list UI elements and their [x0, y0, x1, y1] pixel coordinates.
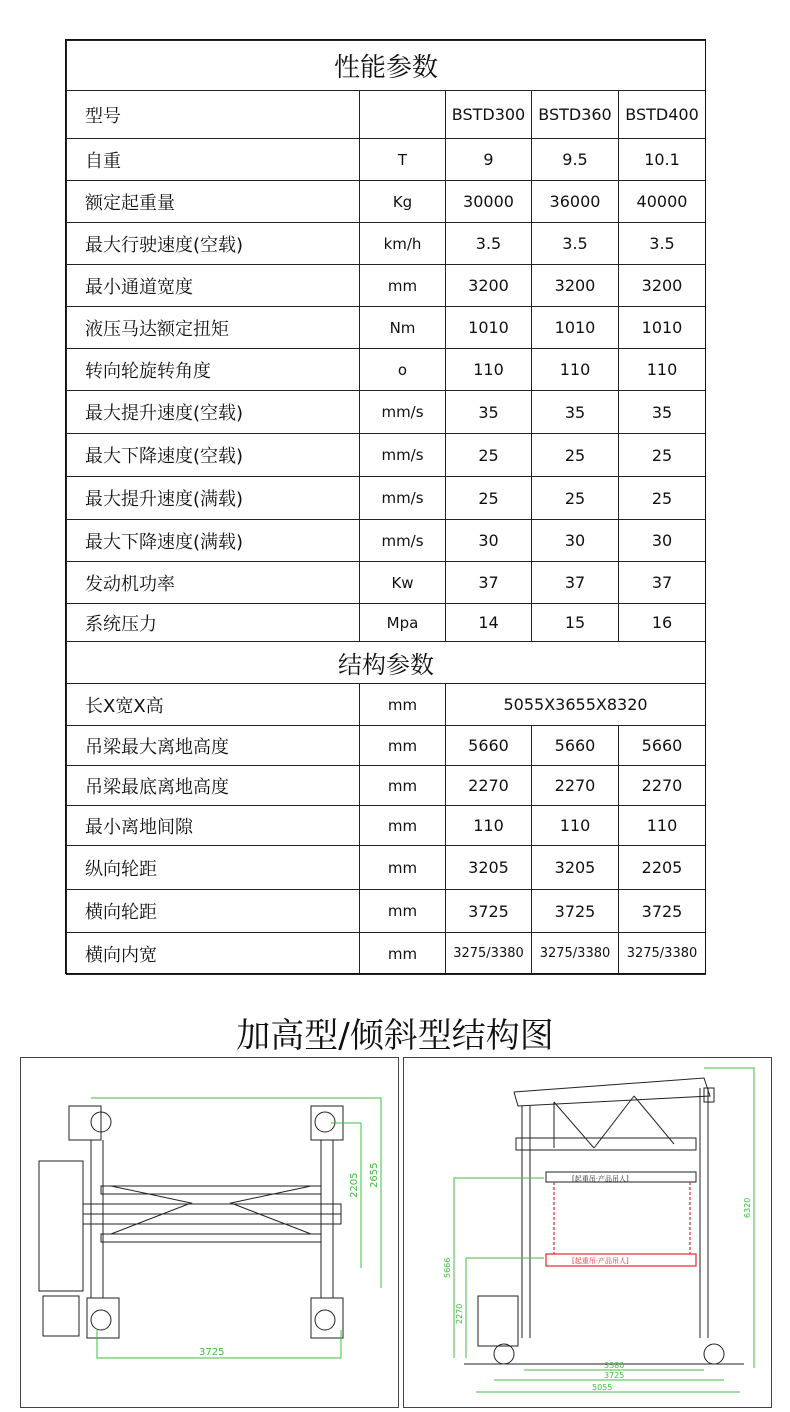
struct-name: 纵向轮距 [67, 846, 360, 890]
param-value: 35 [619, 391, 706, 434]
param-value: 15 [532, 604, 619, 642]
table-row [67, 181, 706, 223]
struct-value: 110 [446, 806, 532, 846]
param-unit: mm/s [360, 434, 446, 477]
table-row [67, 41, 706, 91]
param-name: 最大下降速度(空载) [67, 434, 360, 477]
table-row [67, 933, 706, 975]
struct-unit: mm [360, 766, 446, 806]
struct-unit: mm [360, 806, 446, 846]
param-value: 3.5 [532, 223, 619, 265]
table-row [67, 349, 706, 391]
table-row [67, 223, 706, 265]
gantry-top-beam [514, 1078, 710, 1106]
table-row [67, 806, 706, 846]
param-unit: Mpa [360, 604, 446, 642]
performance-title: 性能参数 [67, 41, 706, 91]
dim-2205: 2205 [349, 1172, 360, 1198]
struct-value: 2270 [532, 766, 619, 806]
param-value: 30000 [446, 181, 532, 223]
struct-value: 5660 [446, 726, 532, 766]
param-name: 转向轮旋转角度 [67, 349, 360, 391]
header-model-0: BSTD300 [446, 91, 532, 139]
struct-value: 3205 [532, 846, 619, 890]
header-unit [360, 91, 446, 139]
struct-value: 5660 [532, 726, 619, 766]
param-name: 系统压力 [67, 604, 360, 642]
param-value: 37 [619, 562, 706, 604]
spec-table-container [66, 40, 705, 973]
struct-unit: mm [360, 933, 446, 975]
param-value: 40000 [619, 181, 706, 223]
table-row [67, 520, 706, 562]
table-row [67, 890, 706, 933]
struct-value: 2205 [619, 846, 706, 890]
table-row [67, 604, 706, 642]
struct-value: 2270 [446, 766, 532, 806]
struct-unit: mm [360, 890, 446, 933]
table-row [67, 477, 706, 520]
param-value: 36000 [532, 181, 619, 223]
param-value: 37 [446, 562, 532, 604]
param-value: 110 [619, 349, 706, 391]
dim-2270: 2270 [455, 1303, 464, 1324]
struct-value: 3275/3380 [619, 933, 706, 975]
table-row [67, 391, 706, 434]
param-unit: Kg [360, 181, 446, 223]
param-value: 3200 [619, 265, 706, 307]
param-name: 额定起重量 [67, 181, 360, 223]
param-value: 25 [619, 434, 706, 477]
param-value: 9.5 [532, 139, 619, 181]
param-value: 25 [446, 434, 532, 477]
param-value: 110 [532, 349, 619, 391]
param-value: 3.5 [619, 223, 706, 265]
param-name: 液压马达额定扭矩 [67, 307, 360, 349]
table-row [67, 642, 706, 684]
param-unit: mm/s [360, 520, 446, 562]
param-value: 35 [532, 391, 619, 434]
side-view-svg [404, 1058, 771, 1407]
struct-value: 3725 [446, 890, 532, 933]
wheel-bottom-left [87, 1298, 119, 1338]
param-value: 3200 [446, 265, 532, 307]
spec-table [66, 40, 706, 975]
dim-3725-side: 3725 [604, 1371, 625, 1380]
struct-unit: mm [360, 846, 446, 890]
param-value: 10.1 [619, 139, 706, 181]
param-value: 1010 [619, 307, 706, 349]
struct-value: 3205 [446, 846, 532, 890]
struct-value: 3275/3380 [532, 933, 619, 975]
beam-label-upper: [起重吊·产品吊人] [572, 1175, 629, 1183]
header-model-2: BSTD400 [619, 91, 706, 139]
structure-title: 结构参数 [67, 642, 706, 684]
param-name: 最大提升速度(满载) [67, 477, 360, 520]
param-value: 25 [446, 477, 532, 520]
param-unit: mm [360, 265, 446, 307]
dim-3725: 3725 [199, 1347, 225, 1358]
table-row [67, 562, 706, 604]
param-unit: T [360, 139, 446, 181]
param-value: 25 [619, 477, 706, 520]
struct-value: 5660 [619, 726, 706, 766]
param-value: 110 [446, 349, 532, 391]
dims-value: 5055X3655X8320 [446, 684, 706, 726]
engine-box [39, 1161, 83, 1291]
dims-unit: mm [360, 684, 446, 726]
param-value: 25 [532, 477, 619, 520]
param-unit: o [360, 349, 446, 391]
param-unit: mm/s [360, 391, 446, 434]
struct-name: 横向轮距 [67, 890, 360, 933]
struct-unit: mm [360, 726, 446, 766]
wheel-bottom-right [311, 1298, 343, 1338]
dim-6320: 6320 [743, 1197, 752, 1218]
param-value: 25 [532, 434, 619, 477]
table-row [67, 846, 706, 890]
struct-value: 3725 [532, 890, 619, 933]
side-view-drawing [403, 1057, 772, 1408]
dims-name: 长X宽X高 [67, 684, 360, 726]
table-row [67, 434, 706, 477]
table-row [67, 684, 706, 726]
table-row [67, 139, 706, 181]
param-name: 自重 [67, 139, 360, 181]
param-unit: Kw [360, 562, 446, 604]
param-value: 1010 [532, 307, 619, 349]
param-value: 14 [446, 604, 532, 642]
param-value: 30 [532, 520, 619, 562]
table-row [67, 307, 706, 349]
param-value: 16 [619, 604, 706, 642]
param-unit: km/h [360, 223, 446, 265]
header-model-1: BSTD360 [532, 91, 619, 139]
param-value: 1010 [446, 307, 532, 349]
table-row [67, 265, 706, 307]
top-view-drawing [20, 1057, 399, 1408]
drawings-title: 加高型/倾斜型结构图 [236, 1016, 554, 1056]
dim-2655: 2655 [369, 1162, 380, 1188]
top-view-svg [21, 1058, 398, 1407]
param-value: 3.5 [446, 223, 532, 265]
dim-5666: 5666 [443, 1257, 452, 1278]
engine-unit [478, 1296, 518, 1346]
param-name: 最大行驶速度(空载) [67, 223, 360, 265]
struct-value: 110 [532, 806, 619, 846]
param-unit: mm/s [360, 477, 446, 520]
param-value: 35 [446, 391, 532, 434]
struct-value: 2270 [619, 766, 706, 806]
struct-value: 110 [619, 806, 706, 846]
param-value: 3200 [532, 265, 619, 307]
header-model-label: 型号 [67, 91, 360, 139]
wheel-top-left [69, 1106, 101, 1140]
param-value: 30 [619, 520, 706, 562]
struct-name: 吊梁最大离地高度 [67, 726, 360, 766]
param-name: 最大下降速度(满载) [67, 520, 360, 562]
table-row [67, 91, 706, 139]
param-value: 30 [446, 520, 532, 562]
dim-5055: 5055 [592, 1383, 613, 1392]
struct-value: 3725 [619, 890, 706, 933]
struct-name: 横向内宽 [67, 933, 360, 975]
struct-name: 最小离地间隙 [67, 806, 360, 846]
param-name: 发动机功率 [67, 562, 360, 604]
beam-label-lower: [起重吊·产品吊人] [572, 1257, 629, 1265]
param-name: 最小通道宽度 [67, 265, 360, 307]
table-row [67, 726, 706, 766]
param-value: 9 [446, 139, 532, 181]
struct-name: 吊梁最底离地高度 [67, 766, 360, 806]
param-value: 37 [532, 562, 619, 604]
dim-3380: 3380 [604, 1361, 625, 1370]
param-name: 最大提升速度(空载) [67, 391, 360, 434]
table-row [67, 766, 706, 806]
engine-base [43, 1296, 79, 1336]
param-unit: Nm [360, 307, 446, 349]
struct-value: 3275/3380 [446, 933, 532, 975]
